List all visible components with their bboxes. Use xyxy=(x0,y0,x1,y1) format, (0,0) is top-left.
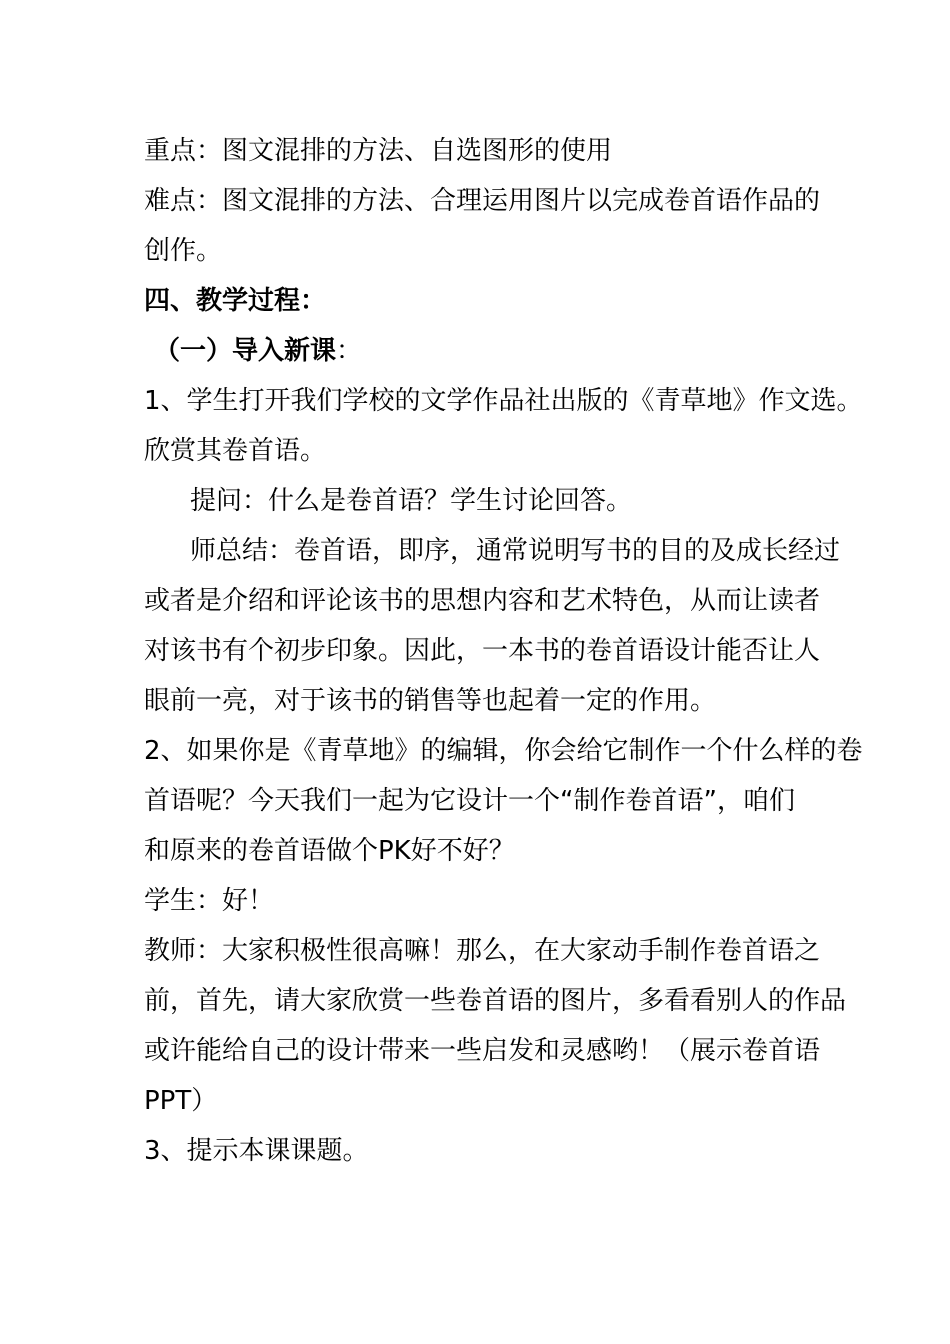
paragraph-line: 对该书有个初步印象。因此，一本书的卷首语设计能否让人 xyxy=(144,636,821,666)
paragraph-line: 前，首先，请大家欣赏一些卷首语的图片，多看看别人的作品 xyxy=(144,986,847,1016)
paragraph-line: 教师：大家积极性很高嘛！那么，在大家动手制作卷首语之 xyxy=(144,936,821,966)
paragraph-line: 1、学生打开我们学校的文学作品社出版的《青草地》作文选。 xyxy=(144,386,863,416)
key-points-line: 重点：图文混排的方法、自选图形的使用 xyxy=(144,136,613,166)
difficulties-line: 难点：图文混排的方法、合理运用图片以完成卷首语作品的 xyxy=(144,186,821,216)
paragraph-line: PPT） xyxy=(144,1086,218,1116)
subsection-heading xyxy=(144,326,808,376)
paragraph-line: 或者是介绍和评论该书的思想内容和艺术特色，从而让读者 xyxy=(144,586,821,616)
paragraph-line: 眼前一亮，对于该书的销售等也起着一定的作用。 xyxy=(144,686,717,716)
paragraph-line: 首语呢？今天我们一起为它设计一个“制作卷首语”，咱们 xyxy=(144,786,795,816)
paragraph-line: 和原来的卷首语做个PK好不好？ xyxy=(144,836,515,866)
paragraph-line: 提问：什么是卷首语？学生讨论回答。 xyxy=(190,486,633,516)
section-heading: 四、教学过程： xyxy=(144,286,327,316)
paragraph-line: 3、提示本课课题。 xyxy=(144,1136,369,1166)
subsection-title: （一）导入新课 xyxy=(154,336,337,366)
paragraph-line: 或许能给自己的设计带来一些启发和灵感哟！（展示卷首语 xyxy=(144,1036,821,1066)
paragraph-line: 2、如果你是《青草地》的编辑，你会给它制作一个什么样的卷 xyxy=(144,736,863,766)
document-body xyxy=(144,126,863,1176)
paragraph-line: 欣赏其卷首语。 xyxy=(144,436,327,466)
subsection-colon: ： xyxy=(336,336,363,366)
paragraph-line: 师总结：卷首语，即序，通常说明写书的目的及成长经过 xyxy=(190,536,841,566)
paragraph-line: 学生：好！ xyxy=(144,886,275,916)
difficulties-line-cont: 创作。 xyxy=(144,236,223,266)
